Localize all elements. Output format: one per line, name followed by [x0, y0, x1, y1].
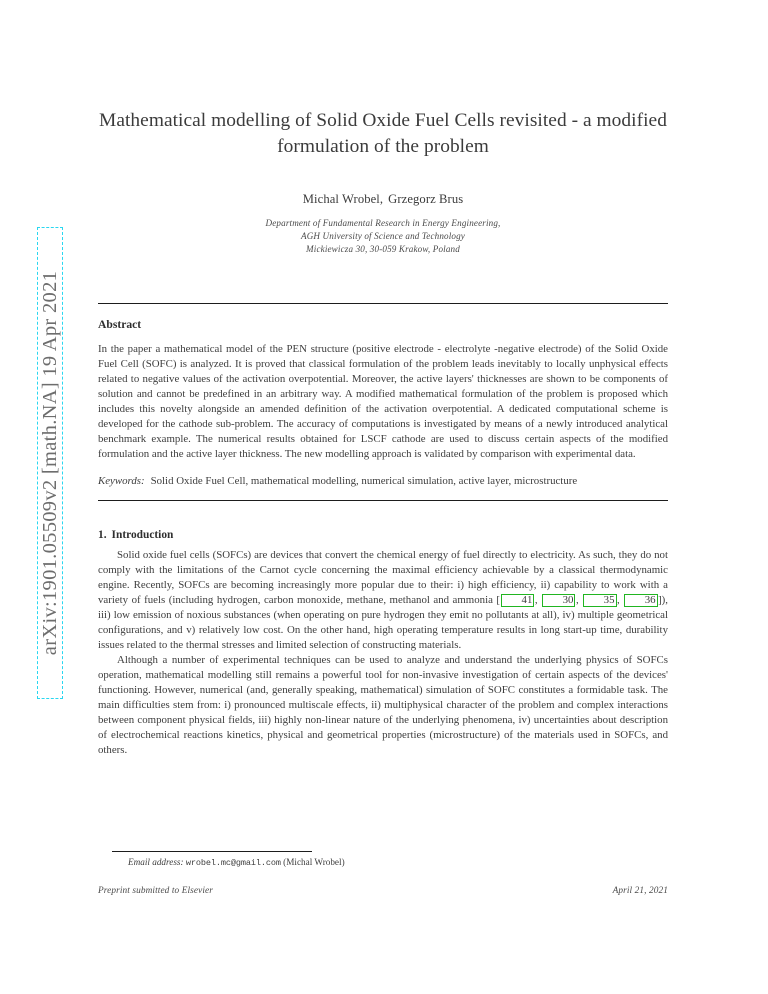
intro-par1-text-before: Solid oxide fuel cells (SOFCs) are devices that convert the chemical energy of fuel directly to electricity. As such, they do not comply with the limitations of the Carnot cycle concerning the maximal efficiency achievable by a classical thermodynamic engine. Recently, SOFCs are becoming increasingly more popular due to their: i) high efficiency, ii) capability to work with a variety of fuels (including hydrogen, carbon monoxide, methane, methanol and ammonia [	[98, 549, 668, 607]
citation-group: 41 , 30 , 35 , 36	[500, 594, 658, 606]
footnote-separator-rule	[112, 851, 312, 852]
section-heading-introduction	[98, 501, 668, 541]
intro-par1-text-after: ]), iii) low emission of noxious substances (when operating on pure hydrogen they emit no pollutants at all), iv) multiple geometrical configurations, and v) relatively low cost. On the other hand, high operating temperature results in long start-up time, durability issues related to the thermal stresses and limited selection of constructing materials.	[98, 594, 668, 652]
affiliation-line-2: AGH University of Science and Technology	[300, 231, 465, 242]
preprint-note: Preprint submitted to Elsevier	[98, 886, 213, 896]
footnote-email	[112, 856, 668, 870]
arxiv-identifier-stamp	[37, 227, 63, 699]
citation-link[interactable]: 35	[583, 594, 617, 607]
page-title: Mathematical modelling of Solid Oxide Fuel Cells revisited - a modified formulation of the problem	[99, 110, 667, 157]
section-number: 1.	[98, 529, 107, 542]
preprint-date: April 21, 2021	[612, 886, 668, 896]
author-second: Grzegorz Brus	[388, 192, 464, 207]
affiliation-block	[98, 217, 668, 256]
citation-link[interactable]: 36	[624, 594, 658, 607]
citation-link[interactable]: 41	[501, 594, 535, 607]
keywords-line	[98, 462, 668, 489]
abstract-heading: Abstract	[98, 317, 142, 331]
author-first: Michal Wrobel,	[302, 192, 384, 207]
intro-paragraph-2: Although a number of experimental techniques can be used to analyze and understand the underlying physics of SOFCs operation, mathematical modelling still remains a powerful tool for non-invasive investigation of certain aspects of the devices' functioning. However, numerical (and, generally speaking, mathematical) simulation of SOFC constitutes a formidable task. The main difficulties stem from: i) pronounced multiscale effects, ii) multiphysical character of the problem and complex interactions between component physical fields, iii) highly non-linear nature of the underlying phenomena, iv) uncertainties about description of electrochemical reactions kinetics, physical and geometrical properties (microstructure) of the materials used in SOFCs, and others.	[98, 654, 668, 757]
email-link[interactable]: wrobel.mc@gmail.com	[185, 858, 281, 868]
affiliation-line-3: Mickiewicza 30, 30-059 Krakow, Poland	[306, 244, 460, 255]
abstract-body: In the paper a mathematical model of the PEN structure (positive electrode - electrolyte -negative electrode) of the Solid Oxide Fuel Cell (SOFC) is analyzed. It is proved that classical formulation of the problem leads inevitably to locally unphysical effects related to negative values of the activation overpotential. Moreover, the active layers' thicknesses are shown to be components of solution and cannot be predefined in an arbitrary way. A modified mathematical formulation of the problem is proposed which includes this novelty alongside an amended definition of the activation overpotential. A dedicated computational scheme is developed for the cathode sub-problem. The accuracy of computations is investigated by means of a newly introduced analytical benchmark example. The numerical results obtained for LSCF cathode are used to discuss certain aspects of the modified formulation and the active layer thickness. The new modelling approach is validated by comparison with experimental data.	[98, 342, 668, 461]
footnote-author-name: (Michal Wrobel)	[283, 857, 345, 867]
arxiv-identifier-text: arXiv:1901.05509v2 [math.NA] 19 Apr 2021	[38, 270, 61, 656]
author-list	[98, 192, 668, 207]
citation-link[interactable]: 30	[542, 594, 576, 607]
page-footer	[98, 886, 668, 896]
keywords-label: Keywords:	[98, 475, 145, 488]
intro-paragraph-1	[98, 541, 668, 653]
paper-page	[98, 0, 668, 994]
footnote-label: Email address:	[128, 857, 184, 867]
keywords-value: Solid Oxide Fuel Cell, mathematical modelling, numerical simulation, active layer, microstructure	[150, 475, 578, 488]
section-title: Introduction	[111, 529, 174, 542]
affiliation-line-1: Department of Fundamental Research in Energy Engineering,	[265, 218, 501, 229]
